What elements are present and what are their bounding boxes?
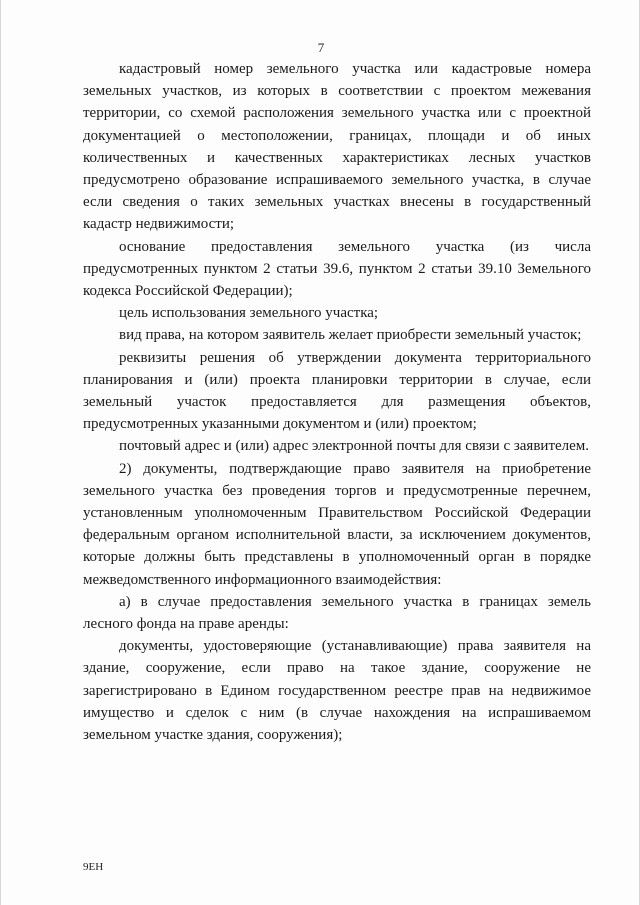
- paragraph-documents: 2) документы, подтверждающие право заявителя на приобретение земельного участка без проведения торгов и предусмотренные перечнем, установленным уполномоченным Правительством Российской Федерации федеральным органом исполнительной власти, за исключением документов, которые должны быть представлены в уполномоченный орган в порядке межведомственного информационного взаимодействия:: [83, 460, 591, 588]
- paragraph-title-documents: документы, удостоверяющие (устанавливающие) права заявителя на здание, сооружение, если право на такое здание, сооружение не зарегистрировано в Едином государственном реестре прав на недвижимое имущество и сделок с ним (в случае нахождения на испрашиваемом земельном участке здания, сооружения);: [83, 638, 591, 744]
- paragraph-purpose: цель использования земельного участка;: [119, 305, 379, 322]
- paragraph-planning-decision: реквизиты решения об утверждении документа территориального планирования и (или) проекта планировки территории в случае, если земельный участок предоставляется для размещения объектов, предусмотренных указанными документом и (или) проектом;: [83, 349, 591, 433]
- document-body: [83, 58, 591, 746]
- paragraph-postal-address: почтовый адрес и (или) адрес электронной почты для связи с заявителем.: [119, 438, 590, 455]
- footer-code: 9ЕН: [83, 861, 104, 873]
- paragraph-grounds: основание предоставления земельного участка (из числа предусмотренных пунктом 2 статьи 39.6, пунктом 2 статьи 39.10 Земельного кодекса Российской Федерации);: [83, 238, 591, 300]
- paragraph-right-type: вид права, на котором заявитель желает приобрести земельный участок;: [119, 327, 582, 344]
- paragraph-forest-lease: а) в случае предоставления земельного участка в границах земель лесного фонда на праве аренды:: [83, 593, 591, 633]
- page-number: 7: [317, 40, 325, 55]
- paragraph-cadastral-number: кадастровый номер земельного участка или кадастровые номера земельных участков, из которых в соответствии с проектом межевания территории, со схемой расположения земельного участка или с проектной документацией о местоположении, границах, площади и об иных количественных и качественных характеристиках лесных участков предусмотрено образование испрашиваемого земельного участка, в случае если сведения о таких земельных участках внесены в государственный кадастр недвижимости;: [83, 61, 591, 233]
